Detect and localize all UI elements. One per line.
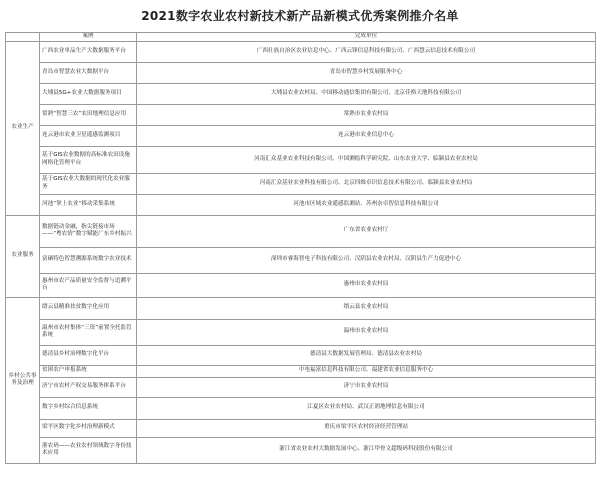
case-name: 梁平区数字化乡村治理新模式 bbox=[40, 419, 137, 437]
case-name: 基于GIS农业大数据的现代化农业服务 bbox=[40, 173, 137, 194]
table-row bbox=[6, 419, 596, 437]
table-row bbox=[6, 377, 596, 397]
unit-name: 深圳市睿海智电子科技有限公司、汉阴县农业农村局、汉阴县生产力促进中心 bbox=[137, 247, 596, 273]
table-header-row bbox=[6, 33, 596, 42]
header-unit: 完成单位 bbox=[137, 33, 596, 42]
unit-name: 济宁市农业农村局 bbox=[137, 377, 596, 397]
table-row bbox=[6, 41, 596, 62]
table-row bbox=[6, 173, 596, 194]
case-name: 数字乡村综合信息系统 bbox=[40, 397, 137, 419]
table-row bbox=[6, 319, 596, 345]
unit-name: 重庆市梁平区农村经济经营管理站 bbox=[137, 419, 596, 437]
category-cell: 农业生产 bbox=[6, 41, 40, 215]
category-cell: 乡村公共事务及治理 bbox=[6, 297, 40, 463]
header-blank-cell bbox=[6, 33, 40, 42]
unit-name: 缙云县农业农村局 bbox=[137, 297, 596, 319]
unit-name: 温州市农业农村局 bbox=[137, 319, 596, 345]
unit-name: 大埔县农业农村局、中国移动通信集团有限公司、北京佳格天地科技有限公司 bbox=[137, 83, 596, 104]
case-name: 广西农业单品生产大数据服务平台 bbox=[40, 41, 137, 62]
table-row bbox=[6, 62, 596, 83]
table-row bbox=[6, 83, 596, 104]
unit-name: 河南汇众基业农业科技有限公司、北京四维卓识信息技术有限公司、临颍县农业农村局 bbox=[137, 173, 596, 194]
unit-name: 连云港市农业信息中心 bbox=[137, 125, 596, 146]
table-row bbox=[6, 215, 596, 247]
case-name: 德清县乡村治理数字化平台 bbox=[40, 345, 137, 365]
case-name: 惠州市农产品质量安全监督与追溯平台 bbox=[40, 273, 137, 297]
table-row bbox=[6, 104, 596, 125]
table-row bbox=[6, 194, 596, 215]
unit-name: 江夏区农业农村局、武汉正润地理信息有限公司 bbox=[137, 397, 596, 419]
unit-name: 德清县大数据发展管理局、德清县农业农村局 bbox=[137, 345, 596, 365]
case-name: 连云港市农业卫星遥感监测项目 bbox=[40, 125, 137, 146]
table-row bbox=[6, 437, 596, 463]
unit-name: 青岛市智慧乡村发展服务中心 bbox=[137, 62, 596, 83]
table-row bbox=[6, 125, 596, 146]
header-case: 案例 bbox=[40, 33, 137, 42]
case-name: 常熟“智慧三农”农田地理信息应用 bbox=[40, 104, 137, 125]
case-name: 大埔县5G+农业大数据服务项目 bbox=[40, 83, 137, 104]
case-name: 数据链动金融，指尖链接市场——“粤农情”数字赋能广东乡村振兴 bbox=[40, 215, 137, 247]
unit-name: 常熟市农业农村局 bbox=[137, 104, 596, 125]
unit-name: 浙江省农业农村大数据发展中心、浙江甲骨文超级码科技股份有限公司 bbox=[137, 437, 596, 463]
recommended-cases-table bbox=[5, 32, 596, 464]
category-cell: 农业服务 bbox=[6, 215, 40, 297]
table-row bbox=[6, 247, 596, 273]
table-row bbox=[6, 397, 596, 419]
table-row bbox=[6, 297, 596, 319]
table-row bbox=[6, 146, 596, 173]
case-name: 河池“掌上农业”移动采集系统 bbox=[40, 194, 137, 215]
unit-name: 广西壮族自治区农业信息中心、广西云锋信息科技有限公司、广西慧云信息技术有限公司 bbox=[137, 41, 596, 62]
unit-name: 惠州市农业农村局 bbox=[137, 273, 596, 297]
unit-name: 河南汇众基业农业科技有限公司、中国测绘科学研究院、山东农业大学、临颍县农业农村局 bbox=[137, 146, 596, 173]
unit-name: 中电福富信息科技有限公司、福建省农业信息服务中心 bbox=[137, 365, 596, 377]
case-name: 贫困农户申报系统 bbox=[40, 365, 137, 377]
table-row bbox=[6, 365, 596, 377]
case-name: 温州市农村集体“三资”前置全托监管系统 bbox=[40, 319, 137, 345]
case-name: 富硒特色智慧溯源系统数字农业技术 bbox=[40, 247, 137, 273]
case-name: 青岛市智慧农业大数据平台 bbox=[40, 62, 137, 83]
case-name: 浙农码——农业农村领域数字身份技术应用 bbox=[40, 437, 137, 463]
unit-name: 广东省农业农村厅 bbox=[137, 215, 596, 247]
case-name: 缙云县精准扶贫数字化应用 bbox=[40, 297, 137, 319]
case-name: 济宁市农村产权交易服务体系平台 bbox=[40, 377, 137, 397]
document-title: 2021数字农业农村新技术新产品新模式优秀案例推介名单 bbox=[141, 9, 459, 23]
case-name: 基于GIS农业数据的高标准农田设施网格化管理平台 bbox=[40, 146, 137, 173]
unit-name: 河池市区域农业遥感监测站、苏州奈卓智信息科技有限公司 bbox=[137, 194, 596, 215]
table-row bbox=[6, 273, 596, 297]
table-row bbox=[6, 345, 596, 365]
